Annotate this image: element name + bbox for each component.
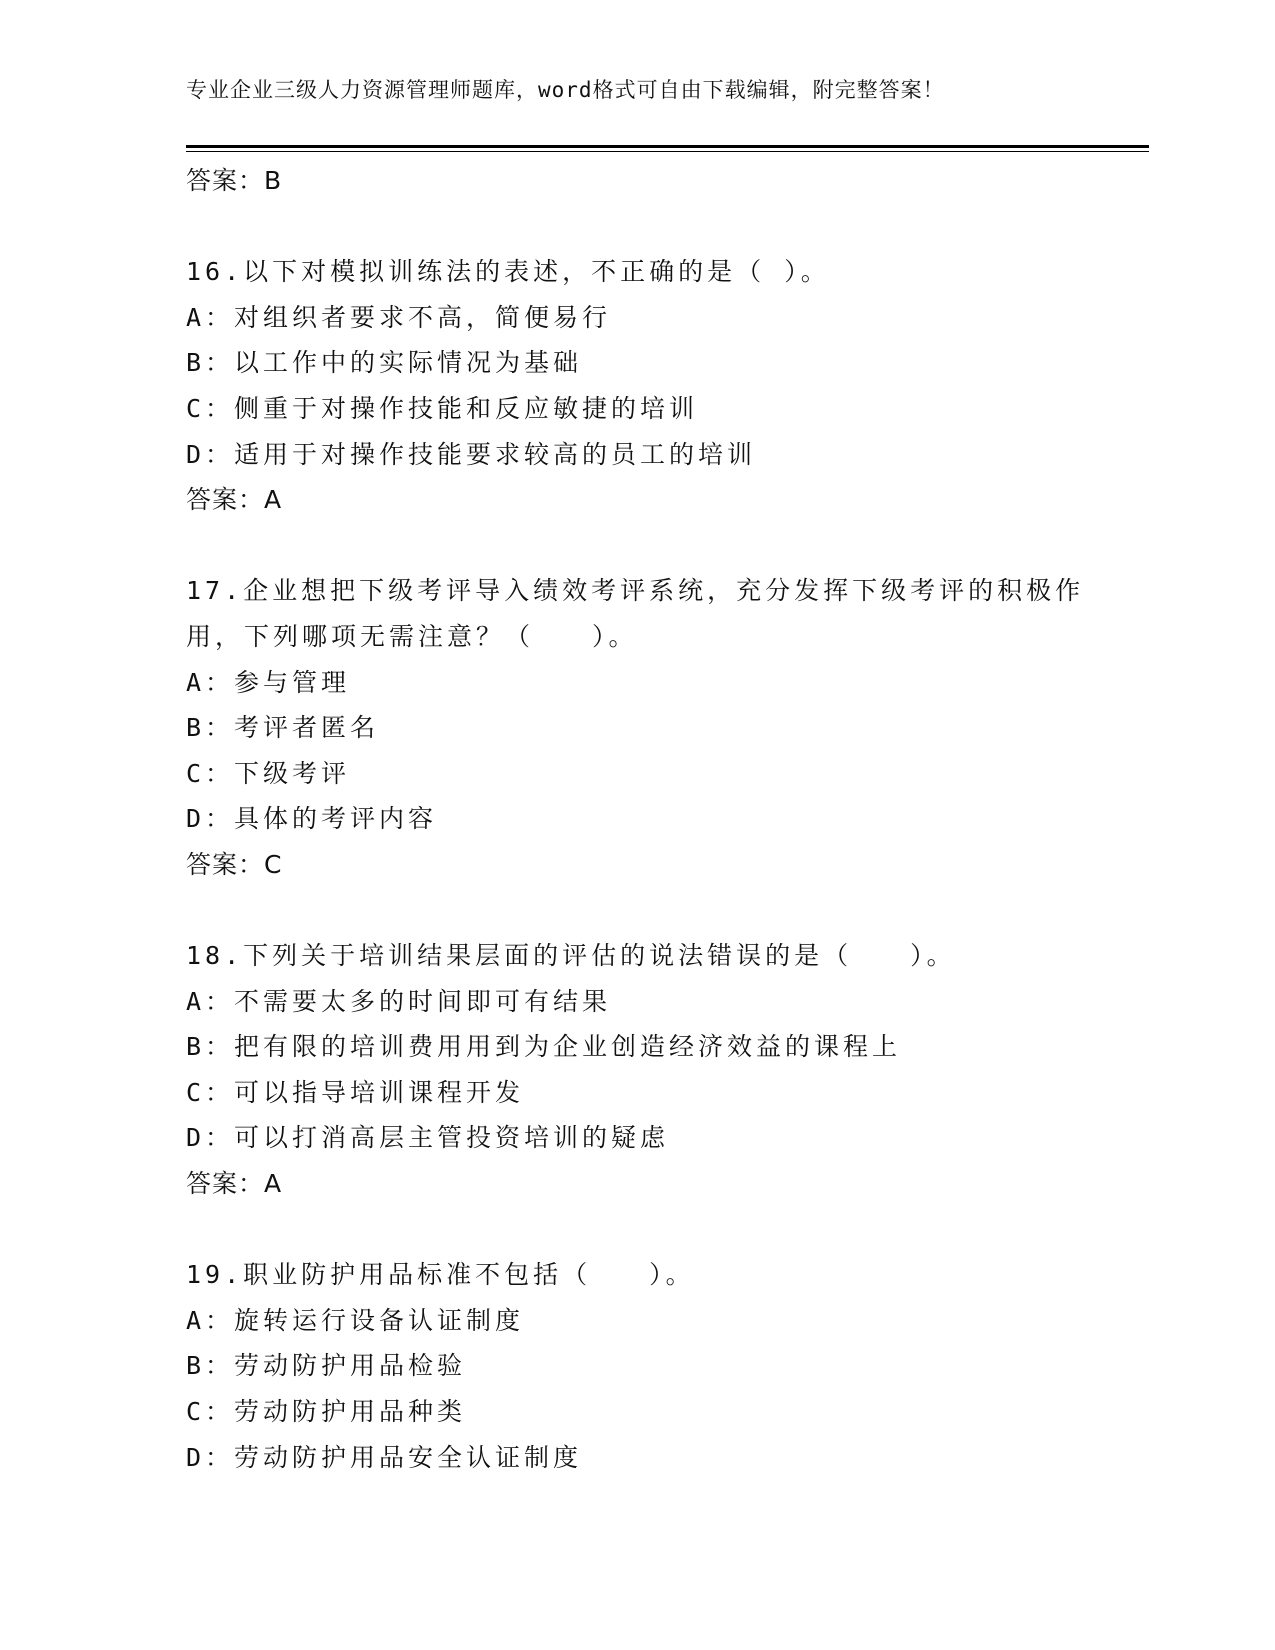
answer-line: 答案：A [186, 1169, 283, 1199]
option-text: C：侧重于对操作技能和反应敏捷的培训 [186, 393, 699, 423]
option-text: D：适用于对操作技能要求较高的员工的培训 [186, 439, 757, 469]
spacer [186, 1207, 1086, 1253]
spacer [186, 204, 1086, 250]
page-header: 专业企业三级人力资源管理师题库，word格式可自由下载编辑，附完整答案！ [186, 78, 945, 102]
option-text: D：可以打消高层主管投资培训的疑虑 [186, 1123, 670, 1153]
option-text: C：劳动防护用品种类 [186, 1397, 467, 1427]
spacer [186, 523, 1086, 569]
option-text: A：旋转运行设备认证制度 [186, 1305, 525, 1335]
option-text: D：具体的考评内容 [186, 804, 438, 834]
option-text: B：考评者匿名 [186, 713, 380, 743]
question-list [186, 158, 1086, 1480]
option-text: A：对组织者要求不高，简便易行 [186, 302, 612, 332]
header-divider-thin [186, 151, 1149, 152]
option-text: C：可以指导培训课程开发 [186, 1077, 525, 1107]
option-text: A：参与管理 [186, 667, 351, 697]
answer-line: 答案：A [186, 485, 283, 515]
header-divider-thick [186, 145, 1149, 148]
spacer [186, 888, 1086, 934]
option-text: C：下级考评 [186, 758, 351, 788]
option-text: B：劳动防护用品检验 [186, 1351, 467, 1381]
option-text: A：不需要太多的时间即可有结果 [186, 986, 612, 1016]
question-text: 17.企业想把下级考评导入绩效考评系统，充分发挥下级考评的积极作 [186, 576, 1085, 606]
option-text: B：以工作中的实际情况为基础 [186, 348, 583, 378]
question-text: 用，下列哪项无需注意？（ ）。 [186, 621, 638, 651]
answer-line: 答案：C [186, 849, 283, 879]
answer-line: 答案：B [186, 166, 283, 195]
question-text: 16.以下对模拟训练法的表述，不正确的是（ ）。 [186, 257, 830, 287]
option-text: B：把有限的培训费用用到为企业创造经济效益的课程上 [186, 1032, 902, 1062]
question-text: 19.职业防护用品标准不包括（ ）。 [186, 1260, 695, 1290]
option-text: D：劳动防护用品安全认证制度 [186, 1442, 583, 1472]
question-text: 18.下列关于培训结果层面的评估的说法错误的是（ ）。 [186, 941, 956, 971]
